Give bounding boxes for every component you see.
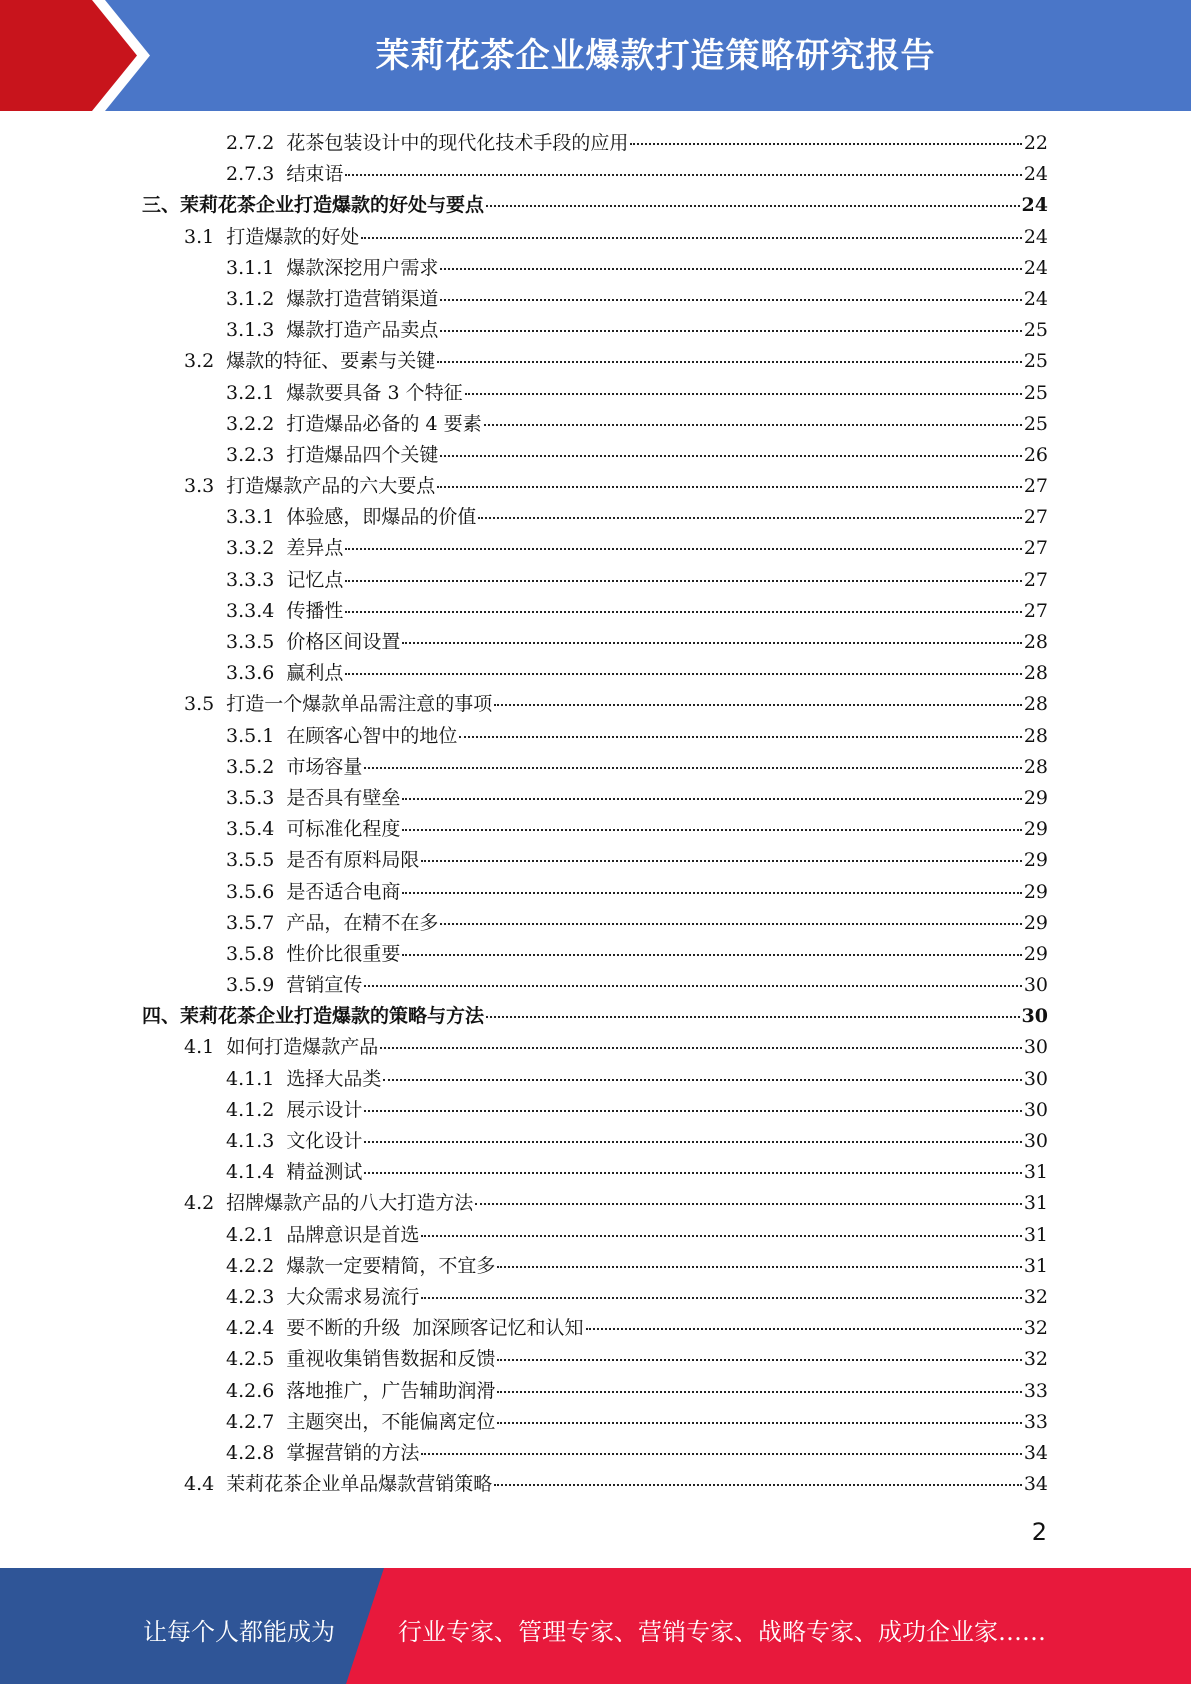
toc-entry-page: 30 (1021, 1005, 1048, 1028)
toc-entry-page: 29 (1023, 849, 1048, 872)
toc-entry[interactable] (0, 253, 1048, 284)
toc-dot-leader (486, 1015, 1020, 1018)
toc-dot-leader (630, 142, 1021, 145)
toc-entry-page: 25 (1023, 412, 1048, 435)
toc-entry[interactable] (0, 346, 1048, 377)
toc-entry[interactable] (0, 471, 1048, 502)
toc-dot-leader (345, 672, 1021, 675)
toc-entry-title: 2.7.3 结束语 (226, 163, 344, 186)
toc-entry[interactable] (0, 596, 1048, 627)
toc-entry-title: 4.1.1 选择大品类 (226, 1067, 382, 1090)
toc-dot-leader (402, 891, 1021, 894)
toc-dot-leader (437, 360, 1022, 363)
toc-entry-title: 4.1.3 文化设计 (226, 1130, 363, 1152)
toc-dot-leader (402, 953, 1021, 956)
document-title: 茉莉花茶企业爆款打造策略研究报告 (375, 36, 936, 76)
toc-entry[interactable] (0, 378, 1048, 409)
toc-entry-title: 3.5 打造一个爆款单品需注意的事项 (184, 693, 493, 716)
toc-dot-leader (421, 1452, 1021, 1455)
toc-entry-page: 28 (1023, 724, 1048, 747)
toc-entry-title: 4.2.1 品牌意识是首选 (226, 1223, 420, 1246)
toc-entry[interactable] (0, 1469, 1048, 1500)
toc-dot-leader (440, 329, 1021, 332)
toc-entry-title: 3.5.2 市场容量 (226, 755, 363, 778)
toc-entry-title: 4.2.7 主题突出，不能偏离定位 (226, 1410, 496, 1433)
toc-dot-leader (421, 1234, 1021, 1237)
toc-dot-leader (361, 236, 1022, 239)
footer-slogan-left: 让每个人都能成为 (143, 1618, 335, 1646)
toc-dot-leader (497, 1421, 1021, 1424)
toc-entry-page: 24 (1023, 225, 1048, 248)
toc-dot-leader (402, 828, 1021, 831)
toc-dot-leader (440, 267, 1021, 270)
toc-entry-title: 3.5.9 营销宣传 (226, 974, 363, 997)
toc-dot-leader (383, 1078, 1021, 1081)
toc-entry[interactable] (0, 845, 1048, 876)
toc-entry-page: 29 (1023, 880, 1048, 903)
toc-entry-title: 3.2.2 打造爆品必备的 4 要素 (226, 412, 482, 435)
toc-entry-page: 32 (1023, 1285, 1048, 1308)
toc-entry[interactable] (0, 409, 1048, 440)
toc-entry-page: 26 (1023, 443, 1048, 466)
toc-dot-leader (465, 392, 1022, 395)
toc-entry-page: 34 (1023, 1473, 1048, 1496)
toc-entry-title: 3.5.3 是否具有壁垒 (226, 786, 401, 809)
toc-entry-title: 四、茉莉花茶企业打造爆款的策略与方法 (142, 1005, 485, 1028)
toc-dot-leader (364, 984, 1021, 987)
toc-entry-page: 31 (1023, 1192, 1048, 1215)
toc-entry[interactable] (0, 1376, 1048, 1407)
toc-entry-title: 3.5.4 可标准化程度 (226, 818, 401, 841)
toc-entry[interactable] (0, 970, 1048, 1001)
toc-dot-leader (421, 1296, 1021, 1299)
toc-entry[interactable] (0, 814, 1048, 845)
toc-entry[interactable] (0, 128, 1048, 159)
toc-entry[interactable] (0, 1282, 1048, 1313)
toc-entry-page: 33 (1023, 1379, 1048, 1402)
toc-dot-leader (478, 516, 1021, 519)
toc-entry[interactable] (0, 752, 1048, 783)
toc-entry[interactable] (0, 1064, 1048, 1095)
toc-dot-leader (440, 454, 1021, 457)
toc-entry-page: 29 (1023, 786, 1048, 809)
toc-dot-leader (497, 1390, 1021, 1393)
toc-entry-title: 4.2 招牌爆款产品的八大打造方法 (184, 1192, 474, 1215)
toc-dot-leader (364, 1171, 1021, 1174)
toc-entry-page: 31 (1023, 1223, 1048, 1246)
toc-entry[interactable] (0, 315, 1048, 346)
toc-entry-page: 24 (1021, 194, 1048, 217)
toc-entry[interactable] (0, 658, 1048, 689)
toc-dot-leader (440, 298, 1021, 301)
toc-entry-page: 31 (1023, 1254, 1048, 1277)
toc-entry[interactable] (0, 1157, 1048, 1188)
toc-dot-leader (380, 1046, 1022, 1049)
toc-dot-leader (437, 485, 1022, 488)
toc-entry-title: 3.3.4 传播性 (226, 599, 344, 622)
toc-dot-leader (345, 173, 1021, 176)
toc-entry[interactable] (0, 1344, 1048, 1375)
toc-dot-leader (364, 1109, 1021, 1112)
footer-slogan-right: 行业专家、管理专家、营销专家、战略专家、成功企业家…… (398, 1618, 1046, 1646)
toc-entry-page: 30 (1023, 974, 1048, 997)
toc-entry-page: 24 (1023, 256, 1048, 279)
toc-dot-leader (459, 735, 1021, 738)
toc-dot-leader (364, 766, 1021, 769)
toc-dot-leader (494, 703, 1022, 706)
toc-entry-title: 3.5.8 性价比很重要 (226, 942, 401, 965)
toc-dot-leader (497, 1358, 1021, 1361)
page-number: 2 (1031, 1518, 1047, 1546)
page-header (0, 0, 1191, 111)
toc-entry-title: 3.5.1 在顾客心智中的地位 (226, 724, 458, 747)
toc-entry-title: 3.2.1 爆款要具备 3 个特征 (226, 381, 463, 404)
toc-entry-page: 30 (1023, 1067, 1048, 1090)
toc-entry-title: 3.3.2 差异点 (226, 537, 344, 560)
toc-entry-page: 30 (1023, 1036, 1048, 1059)
toc-entry[interactable] (0, 689, 1048, 720)
toc-entry-title: 3.1 打造爆款的好处 (184, 225, 360, 248)
toc-entry-page: 34 (1023, 1441, 1048, 1464)
toc-entry[interactable] (0, 1095, 1048, 1126)
toc-entry-title: 4.2.4 要不断的升级 加深顾客记忆和认知 (226, 1317, 584, 1340)
toc-entry-page: 27 (1023, 475, 1048, 498)
toc-entry[interactable] (0, 159, 1048, 190)
toc-dot-leader (497, 1265, 1021, 1268)
toc-entry-page: 27 (1023, 506, 1048, 529)
toc-entry[interactable] (0, 502, 1048, 533)
toc-entry-title: 4.2.3 大众需求易流行 (226, 1285, 420, 1308)
toc-entry[interactable] (0, 1188, 1048, 1219)
toc-entry-title: 4.1.2 展示设计 (226, 1098, 363, 1121)
toc-entry-page: 24 (1023, 287, 1048, 310)
toc-dot-leader (484, 423, 1022, 426)
toc-entry[interactable] (0, 1032, 1048, 1063)
toc-entry-title: 4.2.8 掌握营销的方法 (226, 1441, 420, 1464)
toc-entry-page: 32 (1023, 1317, 1048, 1340)
toc-dot-leader (345, 547, 1021, 550)
toc-entry-page: 31 (1023, 1161, 1048, 1184)
toc-entry-page: 32 (1023, 1348, 1048, 1371)
toc-entry[interactable] (0, 1313, 1048, 1344)
toc-dot-leader (402, 797, 1021, 800)
toc-dot-leader (345, 579, 1021, 582)
toc-entry[interactable] (0, 222, 1048, 253)
toc-entry-page: 33 (1023, 1410, 1048, 1433)
toc-entry-title: 4.2.6 落地推广，广告辅助润滑 (226, 1379, 496, 1402)
toc-dot-leader (486, 204, 1020, 207)
toc-entry[interactable] (0, 908, 1048, 939)
toc-entry-title: 4.2.5 重视收集销售数据和反馈 (226, 1348, 496, 1371)
toc-entry-page: 25 (1023, 381, 1048, 404)
toc-entry-title: 4.4 茉莉花茶企业单品爆款营销策略 (184, 1473, 493, 1496)
toc-entry[interactable] (0, 1438, 1048, 1469)
toc-entry[interactable] (0, 877, 1048, 908)
toc-entry-title: 3.3.3 记忆点 (226, 568, 344, 591)
toc-entry-title: 4.1 如何打造爆款产品 (184, 1036, 379, 1059)
toc-entry-page: 30 (1023, 1130, 1048, 1152)
toc-entry-page: 25 (1023, 319, 1048, 342)
toc-entry[interactable] (0, 1251, 1048, 1282)
toc-entry-title: 3.5.6 是否适合电商 (226, 880, 401, 903)
toc-entry-title: 三、茉莉花茶企业打造爆款的好处与要点 (142, 194, 485, 217)
table-of-contents (0, 128, 1191, 1500)
toc-entry[interactable] (0, 627, 1048, 658)
toc-entry[interactable] (0, 939, 1048, 970)
toc-entry[interactable] (0, 783, 1048, 814)
toc-entry-page: 22 (1023, 132, 1048, 154)
toc-entry[interactable] (0, 190, 1048, 221)
toc-entry[interactable] (0, 1001, 1048, 1032)
toc-entry-title: 3.2.3 打造爆品四个关键 (226, 443, 439, 466)
toc-entry-page: 29 (1023, 942, 1048, 965)
toc-entry-title: 3.1.3 爆款打造产品卖点 (226, 319, 439, 342)
toc-dot-leader (475, 1202, 1022, 1205)
toc-entry-page: 28 (1023, 693, 1048, 716)
toc-dot-leader (421, 859, 1021, 862)
toc-entry[interactable] (0, 1407, 1048, 1438)
toc-entry-page: 27 (1023, 537, 1048, 560)
toc-dot-leader (494, 1483, 1022, 1486)
toc-dot-leader (440, 922, 1021, 925)
toc-entry-title: 3.3.5 价格区间设置 (226, 631, 401, 653)
toc-entry-page: 28 (1023, 662, 1048, 685)
toc-entry[interactable] (0, 533, 1048, 564)
toc-entry-page: 28 (1023, 631, 1048, 653)
toc-entry-title: 2.7.2 花茶包装设计中的现代化技术手段的应用 (226, 132, 629, 154)
toc-dot-leader (345, 610, 1021, 613)
toc-entry[interactable] (0, 440, 1048, 471)
toc-entry-title: 3.5.5 是否有原料局限 (226, 849, 420, 872)
toc-entry-page: 29 (1023, 911, 1048, 934)
toc-entry-page: 24 (1023, 163, 1048, 186)
toc-entry[interactable] (0, 1126, 1048, 1157)
toc-entry-title: 3.2 爆款的特征、要素与关键 (184, 350, 436, 373)
toc-entry-title: 4.2.2 爆款一定要精简，不宜多 (226, 1254, 496, 1277)
toc-entry-title: 3.3.1 体验感，即爆品的价值 (226, 506, 477, 529)
toc-dot-leader (586, 1327, 1022, 1330)
toc-dot-leader (364, 1140, 1021, 1143)
toc-entry[interactable] (0, 565, 1048, 596)
toc-entry-title: 3.3 打造爆款产品的六大要点 (184, 475, 436, 498)
toc-entry-page: 25 (1023, 350, 1048, 373)
toc-entry-page: 29 (1023, 818, 1048, 841)
toc-entry-page: 30 (1023, 1098, 1048, 1121)
toc-entry-title: 3.1.1 爆款深挖用户需求 (226, 256, 439, 279)
toc-entry[interactable] (0, 1220, 1048, 1251)
toc-entry-page: 27 (1023, 599, 1048, 622)
toc-entry-title: 3.3.6 赢利点 (226, 662, 344, 685)
toc-entry-title: 4.1.4 精益测试 (226, 1161, 363, 1184)
toc-entry-title: 3.1.2 爆款打造营销渠道 (226, 287, 439, 310)
toc-entry[interactable] (0, 284, 1048, 315)
toc-entry[interactable] (0, 721, 1048, 752)
toc-entry-page: 27 (1023, 568, 1048, 591)
page-footer (0, 1568, 1191, 1684)
toc-entry-page: 28 (1023, 755, 1048, 778)
toc-dot-leader (402, 641, 1021, 644)
toc-entry-title: 3.5.7 产品，在精不在多 (226, 911, 439, 934)
